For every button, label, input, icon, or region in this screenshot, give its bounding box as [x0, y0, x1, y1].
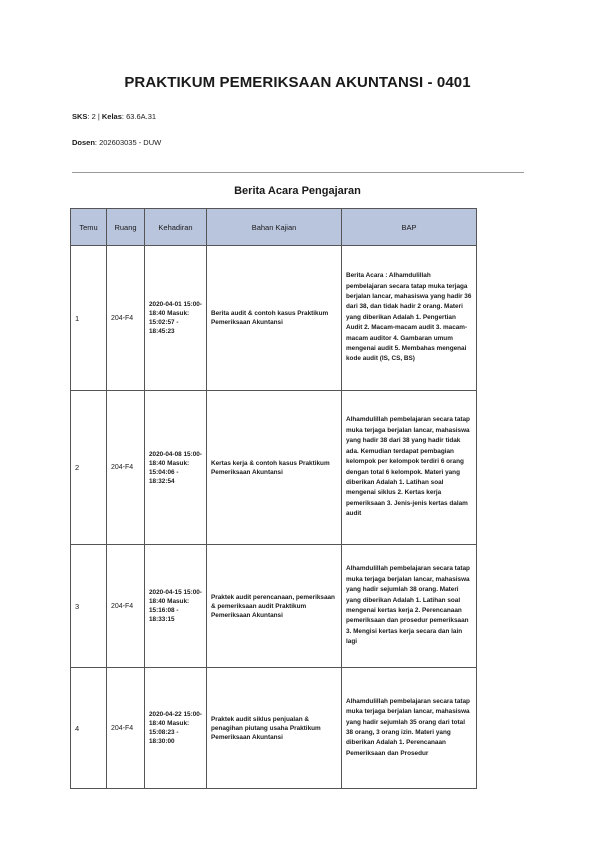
kelas-value: : 63.6A.31: [121, 112, 157, 121]
sks-value: : 2 |: [87, 112, 102, 121]
cell-kehadiran: 2020-04-22 15:00-18:40 Masuk: 15:08:23 - 18:30:00: [145, 668, 207, 789]
cell-bap: Alhamdulillah pembelajaran secara tatap muka terjaga berjalan lancar, mahasiswa yang hadir 38 dari 38 yang hadir tidak ada. Kemudian terdapat pembagian kelompok per kelompok terdiri 6 orang dengan total 6 kelompok. Materi yang diberikan Adalah 1. Latihan soal mengenai siklus 2. Kertas kerja pemeriksaan 3. Jenis-jenis kertas dalam audit: [342, 391, 477, 545]
page-title: PRAKTIKUM PEMERIKSAAN AKUNTANSI - 0401: [124, 74, 471, 91]
header-bahan-kajian: Bahan Kajian: [207, 209, 342, 246]
table-row: [71, 246, 477, 391]
table-header-row: [71, 209, 477, 246]
cell-temu: 4: [71, 668, 107, 789]
header-temu: Temu: [71, 209, 107, 246]
divider: [72, 172, 524, 173]
cell-temu: 3: [71, 545, 107, 668]
cell-bahan-kajian: Praktek audit siklus penjualan & penagihan piutang usaha Praktikum Pemeriksaan Akuntansi: [207, 668, 342, 789]
lecturer-info: [72, 138, 161, 147]
header-ruang: Ruang: [107, 209, 145, 246]
cell-ruang: 204-F4: [107, 246, 145, 391]
table-row: [71, 391, 477, 545]
cell-bahan-kajian: Kertas kerja & contoh kasus Praktikum Pemeriksaan Akuntansi: [207, 391, 342, 545]
teaching-record-table: [70, 208, 477, 789]
header-kehadiran: Kehadiran: [145, 209, 207, 246]
sks-label: SKS: [72, 112, 88, 121]
cell-kehadiran: 2020-04-08 15:00-18:40 Masuk: 15:04:06 - 18:32:54: [145, 391, 207, 545]
cell-bap: Alhamdulillah pembelajaran secara tatap muka terjaga berjalan lancar, mahasiswa yang hadir sejumlah 35 orang dari total 38 orang, 3 orang izin. Materi yang diberikan Adalah 1. Perencanaan Pemeriksaan dan Prosedur: [342, 668, 477, 789]
table-row: [71, 545, 477, 668]
cell-bahan-kajian: Berita audit & contoh kasus Praktikum Pemeriksaan Akuntansi: [207, 246, 342, 391]
cell-temu: 1: [71, 246, 107, 391]
table-row: [71, 668, 477, 789]
cell-kehadiran: 2020-04-15 15:00-18:40 Masuk: 15:16:08 - 18:33:15: [145, 545, 207, 668]
cell-kehadiran: 2020-04-01 15:00-18:40 Masuk: 15:02:57 - 18:45:23: [145, 246, 207, 391]
cell-ruang: 204-F4: [107, 545, 145, 668]
cell-temu: 2: [71, 391, 107, 545]
header-bap: BAP: [342, 209, 477, 246]
cell-ruang: 204-F4: [107, 391, 145, 545]
cell-ruang: 204-F4: [107, 668, 145, 789]
dosen-label: Dosen: [72, 138, 95, 147]
cell-bap: Berita Acara : Alhamdulillah pembelajaran secara tatap muka terjaga berjalan lancar, mahasiswa yang hadir 36 dari 38, dan tidak hadir 2 orang. Materi yang diberikan Adalah 1. Pengertian Audit 2. Macam-macam audit 3. macam-macam auditor 4. Gambaran umum mengenai audit 5. Membahas mengenai kode audit (IS, CS, BS): [342, 246, 477, 391]
cell-bap: Alhamdulillah pembelajaran secara tatap muka terjaga berjalan lancar, mahasiswa yang hadir sejumlah 38 orang. Materi yang diberikan Adalah 1. Latihan soal mengenai kertas kerja 2. Perencanaan pemeriksaan dan prosedur pemeriksaan 3. Mengisi kertas kerja secara dan lain lagi: [342, 545, 477, 668]
section-title: Berita Acara Pengajaran: [234, 185, 361, 197]
course-info: [72, 112, 156, 121]
kelas-label: Kelas: [101, 112, 122, 121]
dosen-value: : 202603035 - DUW: [94, 138, 162, 147]
cell-bahan-kajian: Praktek audit perencanaan, pemeriksaan & pemeriksaan audit Praktikum Pemeriksaan Akuntansi: [207, 545, 342, 668]
